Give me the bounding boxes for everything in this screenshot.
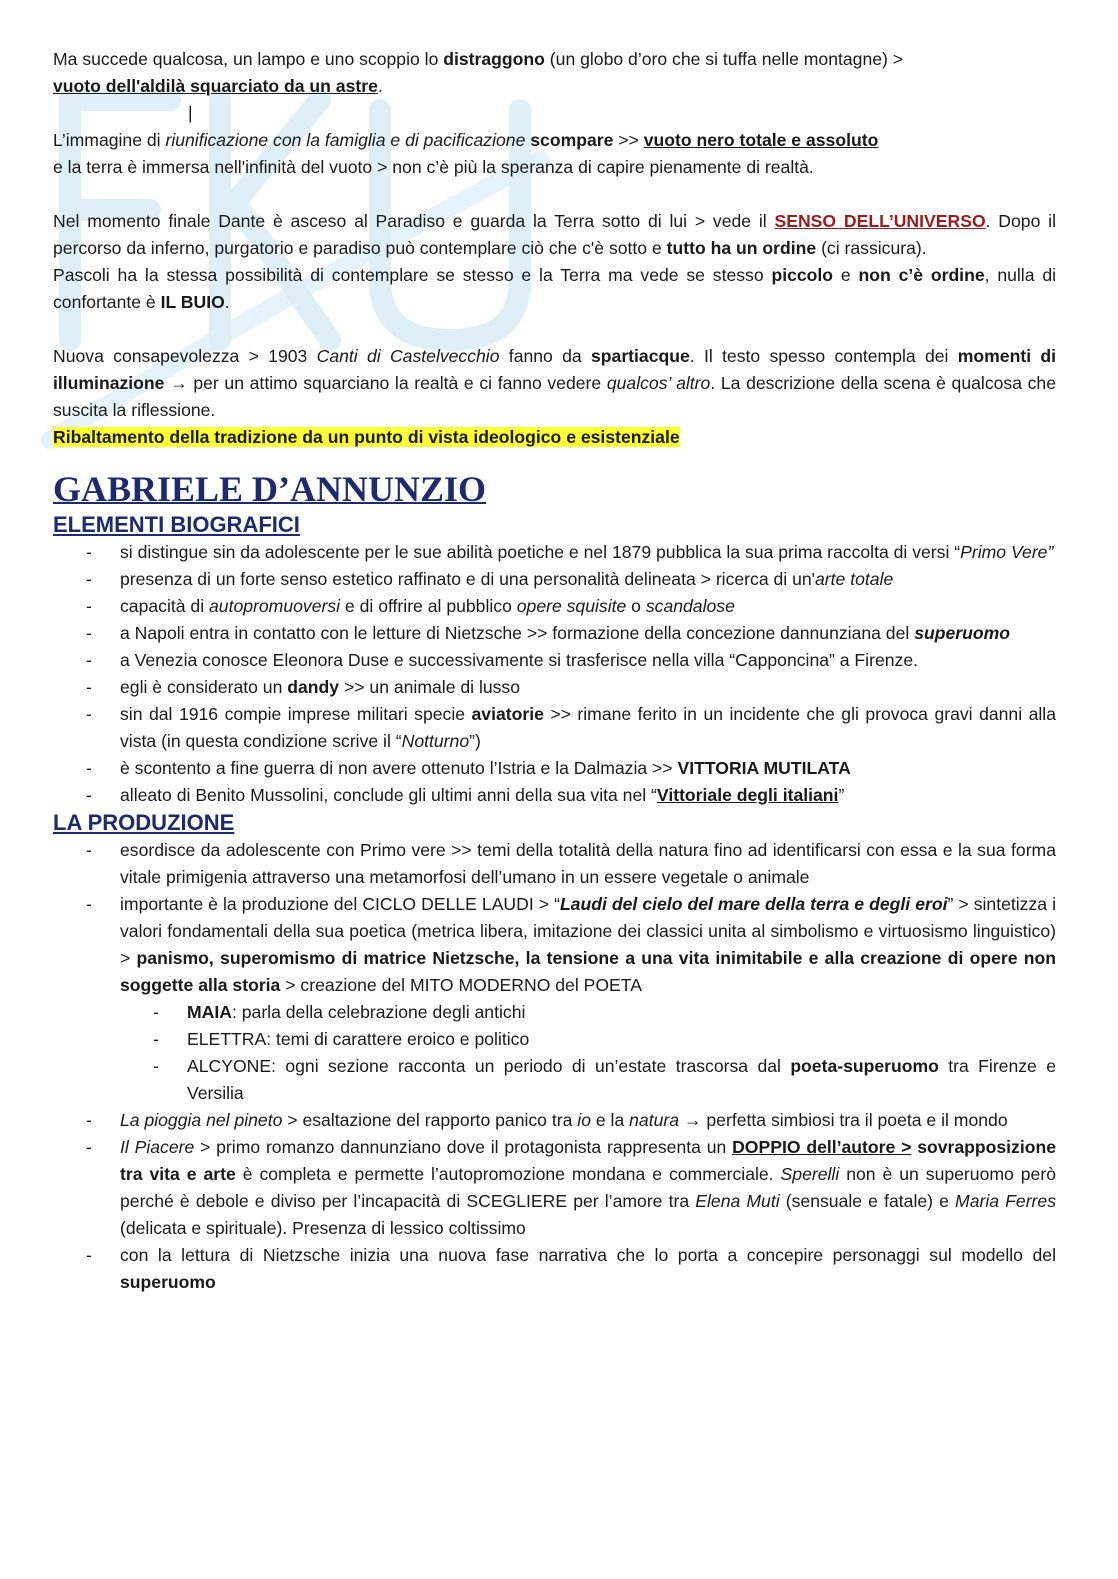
sublist-item: - MAIA: parla della celebrazione degli antichi xyxy=(120,999,1056,1026)
list-item: - La pioggia nel pineto > esaltazione del rapporto panico tra io e la natura → perfetta simbiosi tra il poeta e il mondo xyxy=(53,1107,1056,1134)
laudi-sublist xyxy=(120,999,1056,1107)
page-title: GABRIELE D’ANNUNZIO xyxy=(53,469,487,509)
list-item: - capacità di autopromuoversi e di offrire al pubblico opere squisite o scandalose xyxy=(53,593,1056,620)
list-item: - a Venezia conosce Eleonora Duse e successivamente si trasferisce nella villa “Capponcina” a Firenze. xyxy=(53,647,1056,674)
sublist-item: - ELETTRA: temi di carattere eroico e politico xyxy=(120,1026,1056,1053)
paragraph-intro-2: L’immagine di riunificazione con la famiglia e di pacificazione scompare >> vuoto nero totale e assoluto e la terra è immersa nell'infinità del vuoto > non c’è più la speranza di capire pienamente di realtà. xyxy=(53,130,879,177)
list-item: - Il Piacere > primo romanzo dannunziano dove il protagonista rappresenta un DOPPIO dell’autore > sovrapposizione tra vita e arte è completa e permette l’autopromozione mondana e commerciale. Sperelli non è un superuomo però perché è debole e diviso per l’incapacità di SCEGLIERE per l’amore tra Elena Muti (sensuale e fatale) e Maria Ferres (delicata e spirituale). Presenza di lessico coltissimo xyxy=(53,1134,1056,1242)
list-item: - a Napoli entra in contatto con le letture di Nietzsche >> formazione della concezione dannunziana del superuomo xyxy=(53,620,1056,647)
list-item: - con la lettura di Nietzsche inizia una nuova fase narrativa che lo porta a concepire personaggi sul modello del superuomo xyxy=(53,1242,1056,1296)
list-item: - presenza di un forte senso estetico raffinato e di una personalità delineata > ricerca di un'arte totale xyxy=(53,566,1056,593)
sublist-item: - ALCYONE: ogni sezione racconta un periodo di un’estate trascorsa dal poeta-superuomo tra Firenze e Versilia xyxy=(120,1053,1056,1107)
biografia-list xyxy=(53,539,1056,809)
list-item: - è scontento a fine guerra di non avere ottenuto l’Istria e la Dalmazia >> VITTORIA MUTILATA xyxy=(53,755,1056,782)
list-item: - alleato di Benito Mussolini, conclude gli ultimi anni della sua vita nel “Vittoriale degli italiani” xyxy=(53,782,1056,809)
paragraph-consapevolezza: Nuova consapevolezza > 1903 Canti di Castelvecchio fanno da spartiacque. Il testo spesso contempla dei momenti di illuminazione → per un attimo squarciano la realtà e ci fanno vedere qualcos’ altro. La descrizione della scena è qualcosa che suscita la riflessione. xyxy=(53,346,1057,420)
paragraph-dante: Nel momento finale Dante è asceso al Paradiso e guarda la Terra sotto di lui > vede il SENSO DELL’UNIVERSO. Dopo il percorso da inferno, purgatorio e paradiso può contemplare ciò che c'è sotto e tutto ha un ordine (ci rassicura). xyxy=(53,211,1056,258)
list-item: - importante è la produzione del CICLO DELLE LAUDI > “Laudi del cielo del mare della terra e degli eroi” > sintetizza i valori fondamentali della sua poetica (metrica libera, imitazione dei classici unita al simbolismo e virtuosismo linguistico) > panismo, superomismo di matrice Nietzsche, la tensione a una vita inimitabile e alla creazione di opere non soggette alla storia > creazione del MITO MODERNO del POETA - MAIA: parla della celebrazione degli antichi - ELETTRA: temi di carattere eroico e politico - ALCYONE: ogni sezione racconta un periodo di un’estate trascorsa dal poeta-superuomo tra Firenze e Versilia xyxy=(53,891,1056,1107)
list-item: - egli è considerato un dandy >> un animale di lusso xyxy=(53,674,1056,701)
produzione-list xyxy=(53,837,1056,1296)
paragraph-pascoli: Pascoli ha la stessa possibilità di contemplare se stesso e la Terra ma vede se stesso piccolo e non c’è ordine, nulla di confortante è IL BUIO. xyxy=(53,265,1057,312)
list-item: - si distingue sin da adolescente per le sue abilità poetiche e nel 1879 pubblica la sua prima raccolta di versi “Primo Vere” xyxy=(53,539,1056,566)
list-item: - sin dal 1916 compie imprese militari specie aviatorie >> rimane ferito in un incidente che gli provoca gravi danni alla vista (in questa condizione scrive il “Notturno”) xyxy=(53,701,1056,755)
list-item: - esordisce da adolescente con Primo vere >> temi della totalità della natura fino ad identificarsi con essa e la sua forma vitale primigenia attraverso una metamorfosi dell’umano in un essere vegetale o animale xyxy=(53,837,1056,891)
document-body xyxy=(53,46,1056,1296)
paragraph-intro-1: Ma succede qualcosa, un lampo e uno scoppio lo distraggono (un globo d’oro che si tuffa nelle montagne) > vuoto dell'aldilà squarciato da un astre. xyxy=(53,49,904,96)
section-heading-produzione: LA PRODUZIONE xyxy=(53,810,235,835)
section-heading-biografia: ELEMENTI BIOGRAFICI xyxy=(53,512,300,537)
highlighted-statement: Ribaltamento della tradizione da un punto di vista ideologico e esistenziale xyxy=(53,427,680,447)
arrow-connector: | xyxy=(188,103,193,123)
